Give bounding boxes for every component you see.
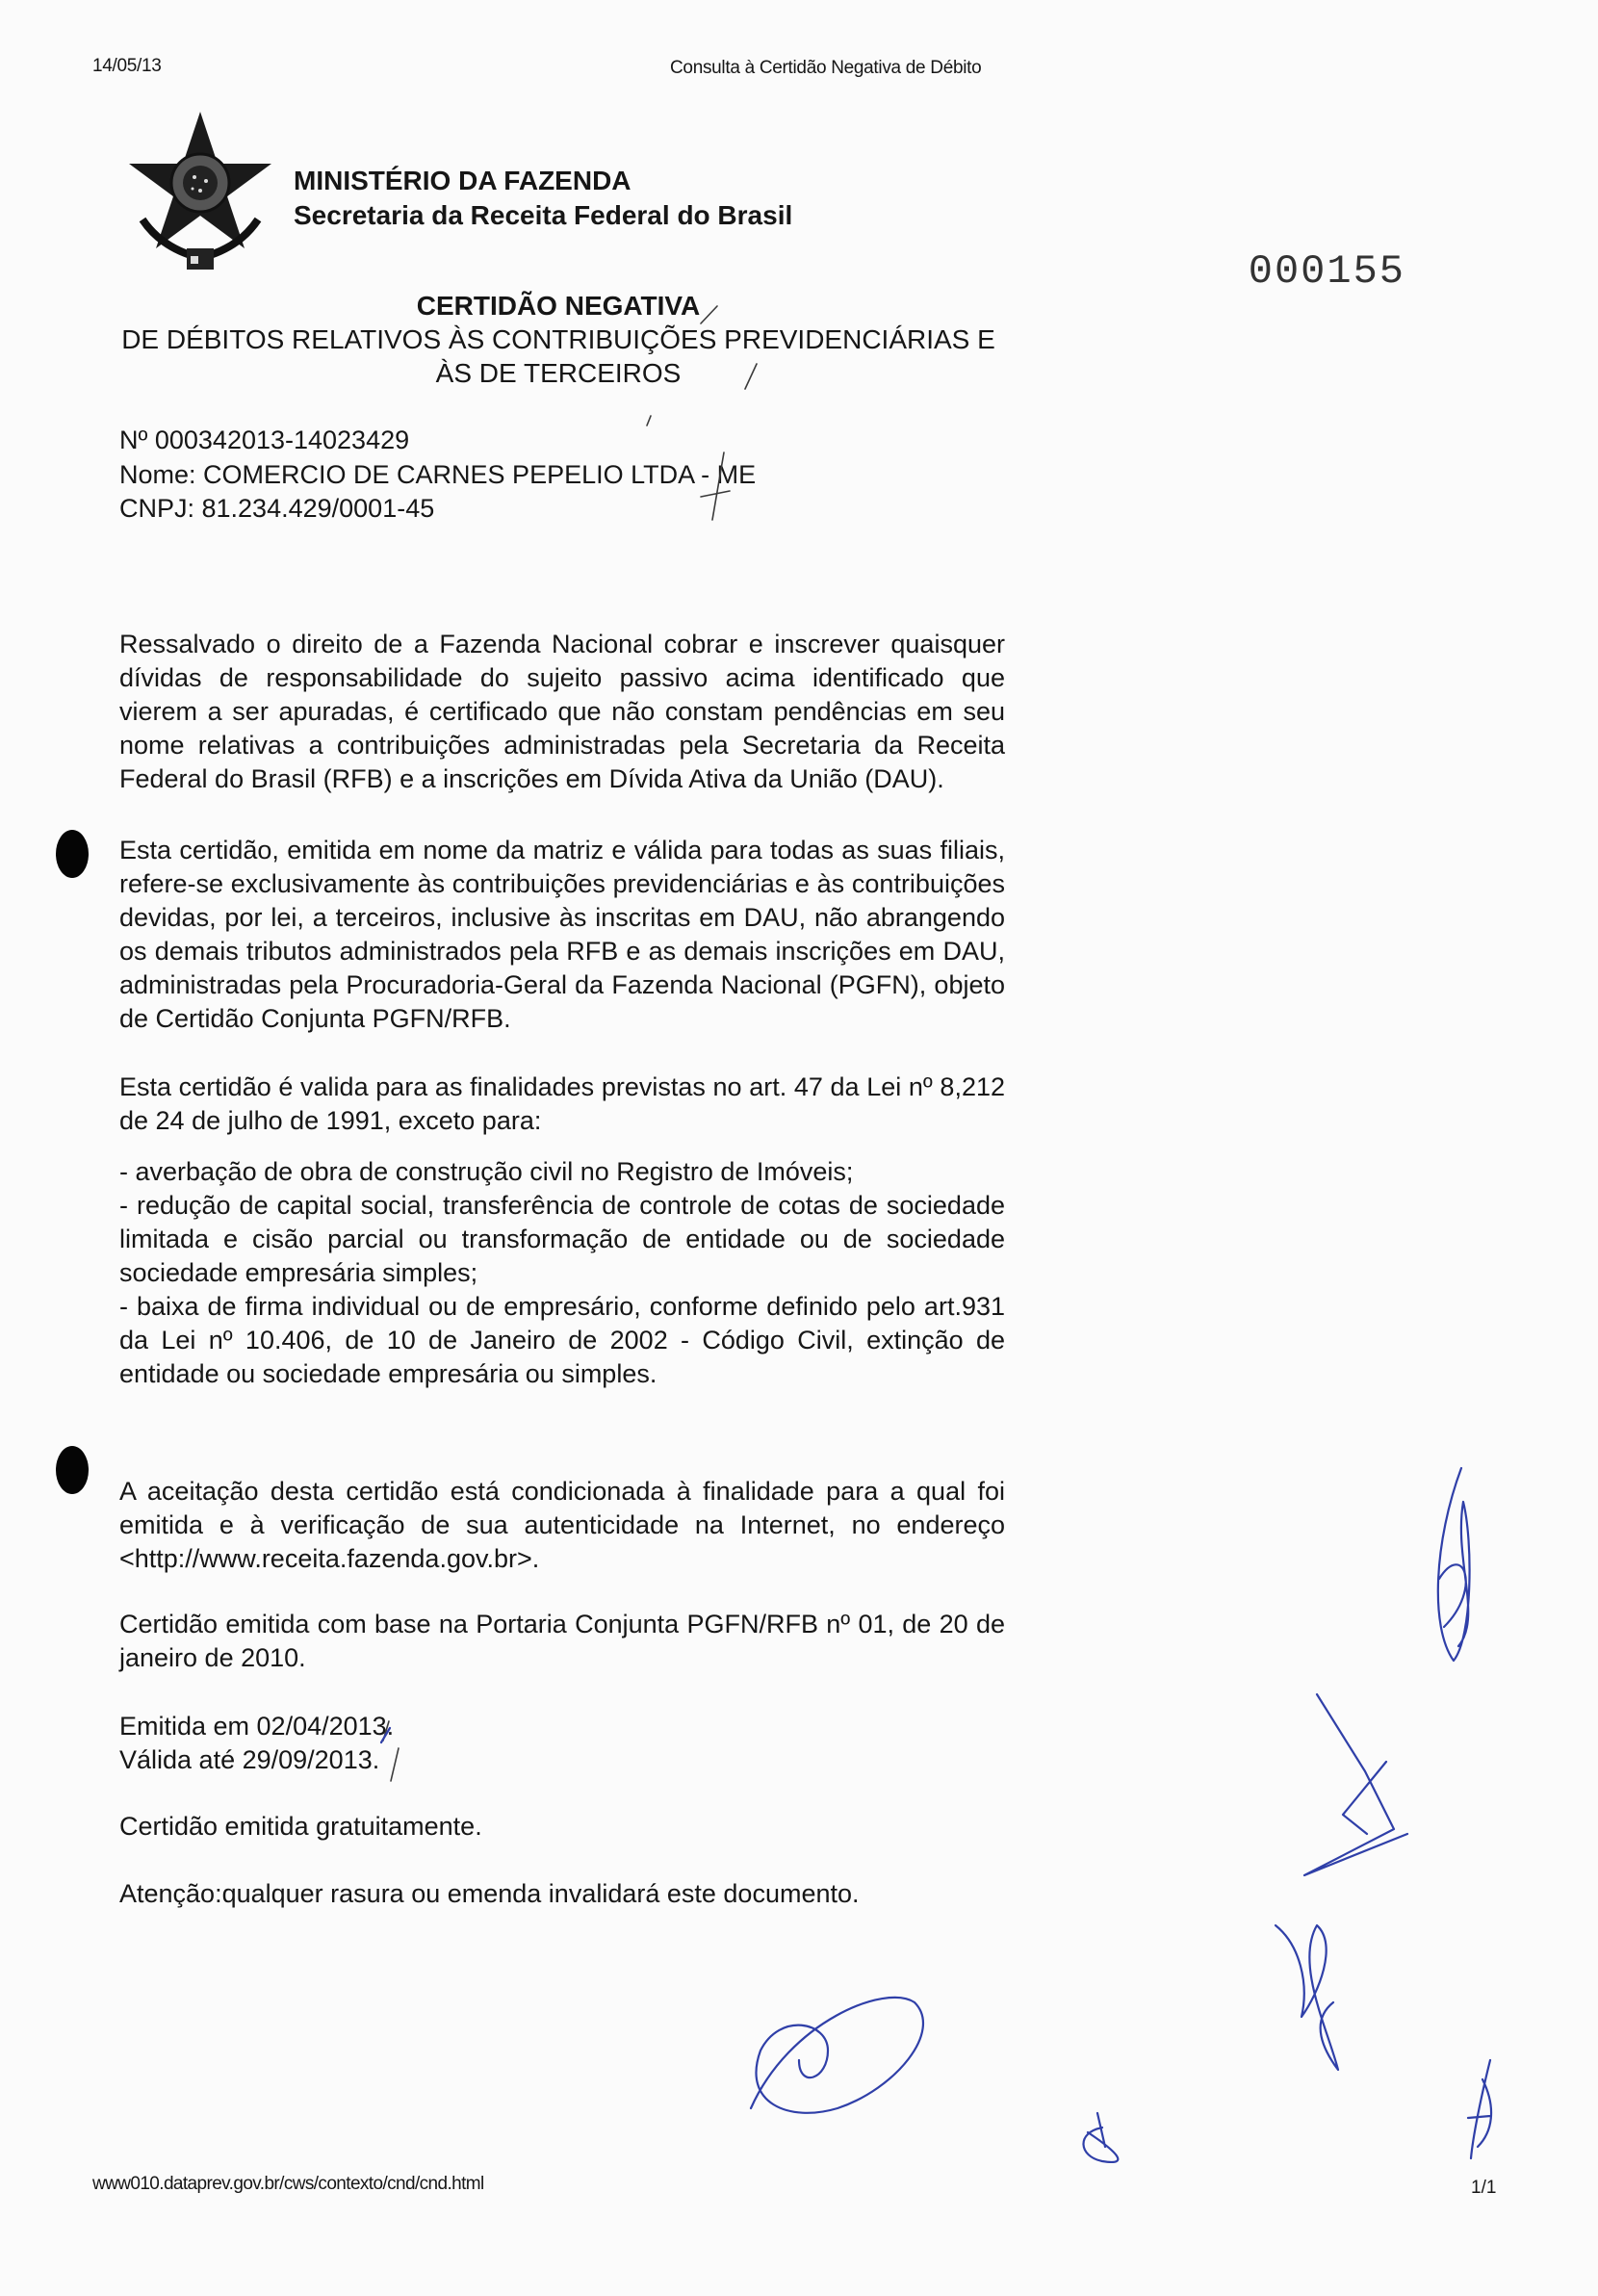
paragraph-acceptance: A aceitação desta certidão está condicionada à finalidade para a qual foi emitida e à verificação de sua autenticidade na Internet, no endereço <http://www.receita.fazenda.gov.br>. — [119, 1477, 1005, 1573]
page-indicator: 1/1 — [1471, 2178, 1497, 2198]
certificate-number: Nº 000342013-14023429 — [119, 426, 410, 454]
paragraph-free: Certidão emitida gratuitamente. — [119, 1812, 482, 1841]
coat-of-arms-icon — [123, 104, 277, 277]
exception-item: - baixa de firma individual ou de empresário, conforme definido pelo art.931 da Lei nº 10.406, de 10 de Janeiro de 2002 - Código Civil, extinção de entidade ou sociedade empresária ou simples. — [119, 1292, 1005, 1388]
paragraph-warning: Atenção:qualquer rasura ou emenda invalidará este documento. — [119, 1879, 860, 1908]
initials-signature — [1276, 1925, 1338, 2070]
initials-signature — [1083, 2113, 1118, 2162]
ministry-name: MINISTÉRIO DA FAZENDA — [294, 166, 631, 195]
punch-hole-icon — [56, 1446, 89, 1494]
punch-hole-icon — [56, 830, 89, 878]
footer-url: www010.dataprev.gov.br/cws/contexto/cnd/cnd.html — [92, 2174, 484, 2194]
dates-block — [119, 1710, 394, 1777]
company-name: Nome: COMERCIO DE CARNES PEPELIO LTDA - ME — [119, 460, 757, 489]
exceptions-list — [119, 1155, 1005, 1391]
initials-signature — [1468, 2060, 1491, 2158]
valid-until-date: Válida até 29/09/2013. — [119, 1745, 380, 1774]
exception-item: - redução de capital social, transferência de controle de cotas de sociedade limitada e cisão parcial ou transformação de entidade ou de sociedade sociedade empresária simples; — [119, 1191, 1005, 1287]
paragraph-scope: Esta certidão, emitida em nome da matriz e válida para todas as suas filiais, refere-se exclusivamente às contribuições previdenciárias e às contribuições devidas, por lei, a terceiros, inclusive às inscritas em DAU, não abrangendo os demais tributos administrados pela RFB e as demais inscrições em DAU, administradas pela Procuradoria-Geral da Fazenda Nacional (PGFN), objeto de Certidão Conjunta PGFN/RFB. — [119, 836, 1005, 1033]
initials-signature — [1438, 1468, 1470, 1661]
print-date: 14/05/13 — [92, 56, 162, 76]
paragraph-rights: Ressalvado o direito de a Fazenda Nacional cobrar e inscrever quaisquer dívidas de responsabilidade do sujeito passivo acima identificado que vierem a ser apuradas, é certificado que não constam pendências em seu nome relativas a contribuições administradas pela Secretaria da Receita Federal do Brasil (RFB) e a inscrições em Dívida Ativa da União (DAU). — [119, 630, 1005, 793]
print-title: Consulta à Certidão Negativa de Débito — [670, 58, 982, 78]
exception-item: - averbação de obra de construção civil no Registro de Imóveis; — [119, 1157, 854, 1186]
document-number-stamp: 000155 — [1248, 248, 1405, 295]
issued-date: Emitida em 02/04/2013. — [119, 1712, 395, 1741]
initials-signature — [1304, 1694, 1407, 1875]
paragraph-validity: Esta certidão é valida para as finalidades previstas no art. 47 da Lei nº 8,212 de 24 de julho de 1991, exceto para: — [119, 1072, 1005, 1135]
certificate-subtitle-line2: ÀS DE TERCEIROS — [435, 358, 682, 388]
paragraph-basis: Certidão emitida com base na Portaria Conjunta PGFN/RFB nº 01, de 20 de janeiro de 2010. — [119, 1610, 1005, 1672]
signature — [751, 1998, 923, 2113]
company-cnpj: CNPJ: 81.234.429/0001-45 — [119, 494, 435, 523]
pencil-tick — [647, 416, 651, 426]
certificate-title: CERTIDÃO NEGATIVA — [416, 291, 701, 321]
ministry-secretariat: Secretaria da Receita Federal do Brasil — [294, 200, 793, 230]
certificate-subtitle-line1: DE DÉBITOS RELATIVOS ÀS CONTRIBUIÇÕES PREVIDENCIÁRIAS E — [121, 324, 995, 354]
